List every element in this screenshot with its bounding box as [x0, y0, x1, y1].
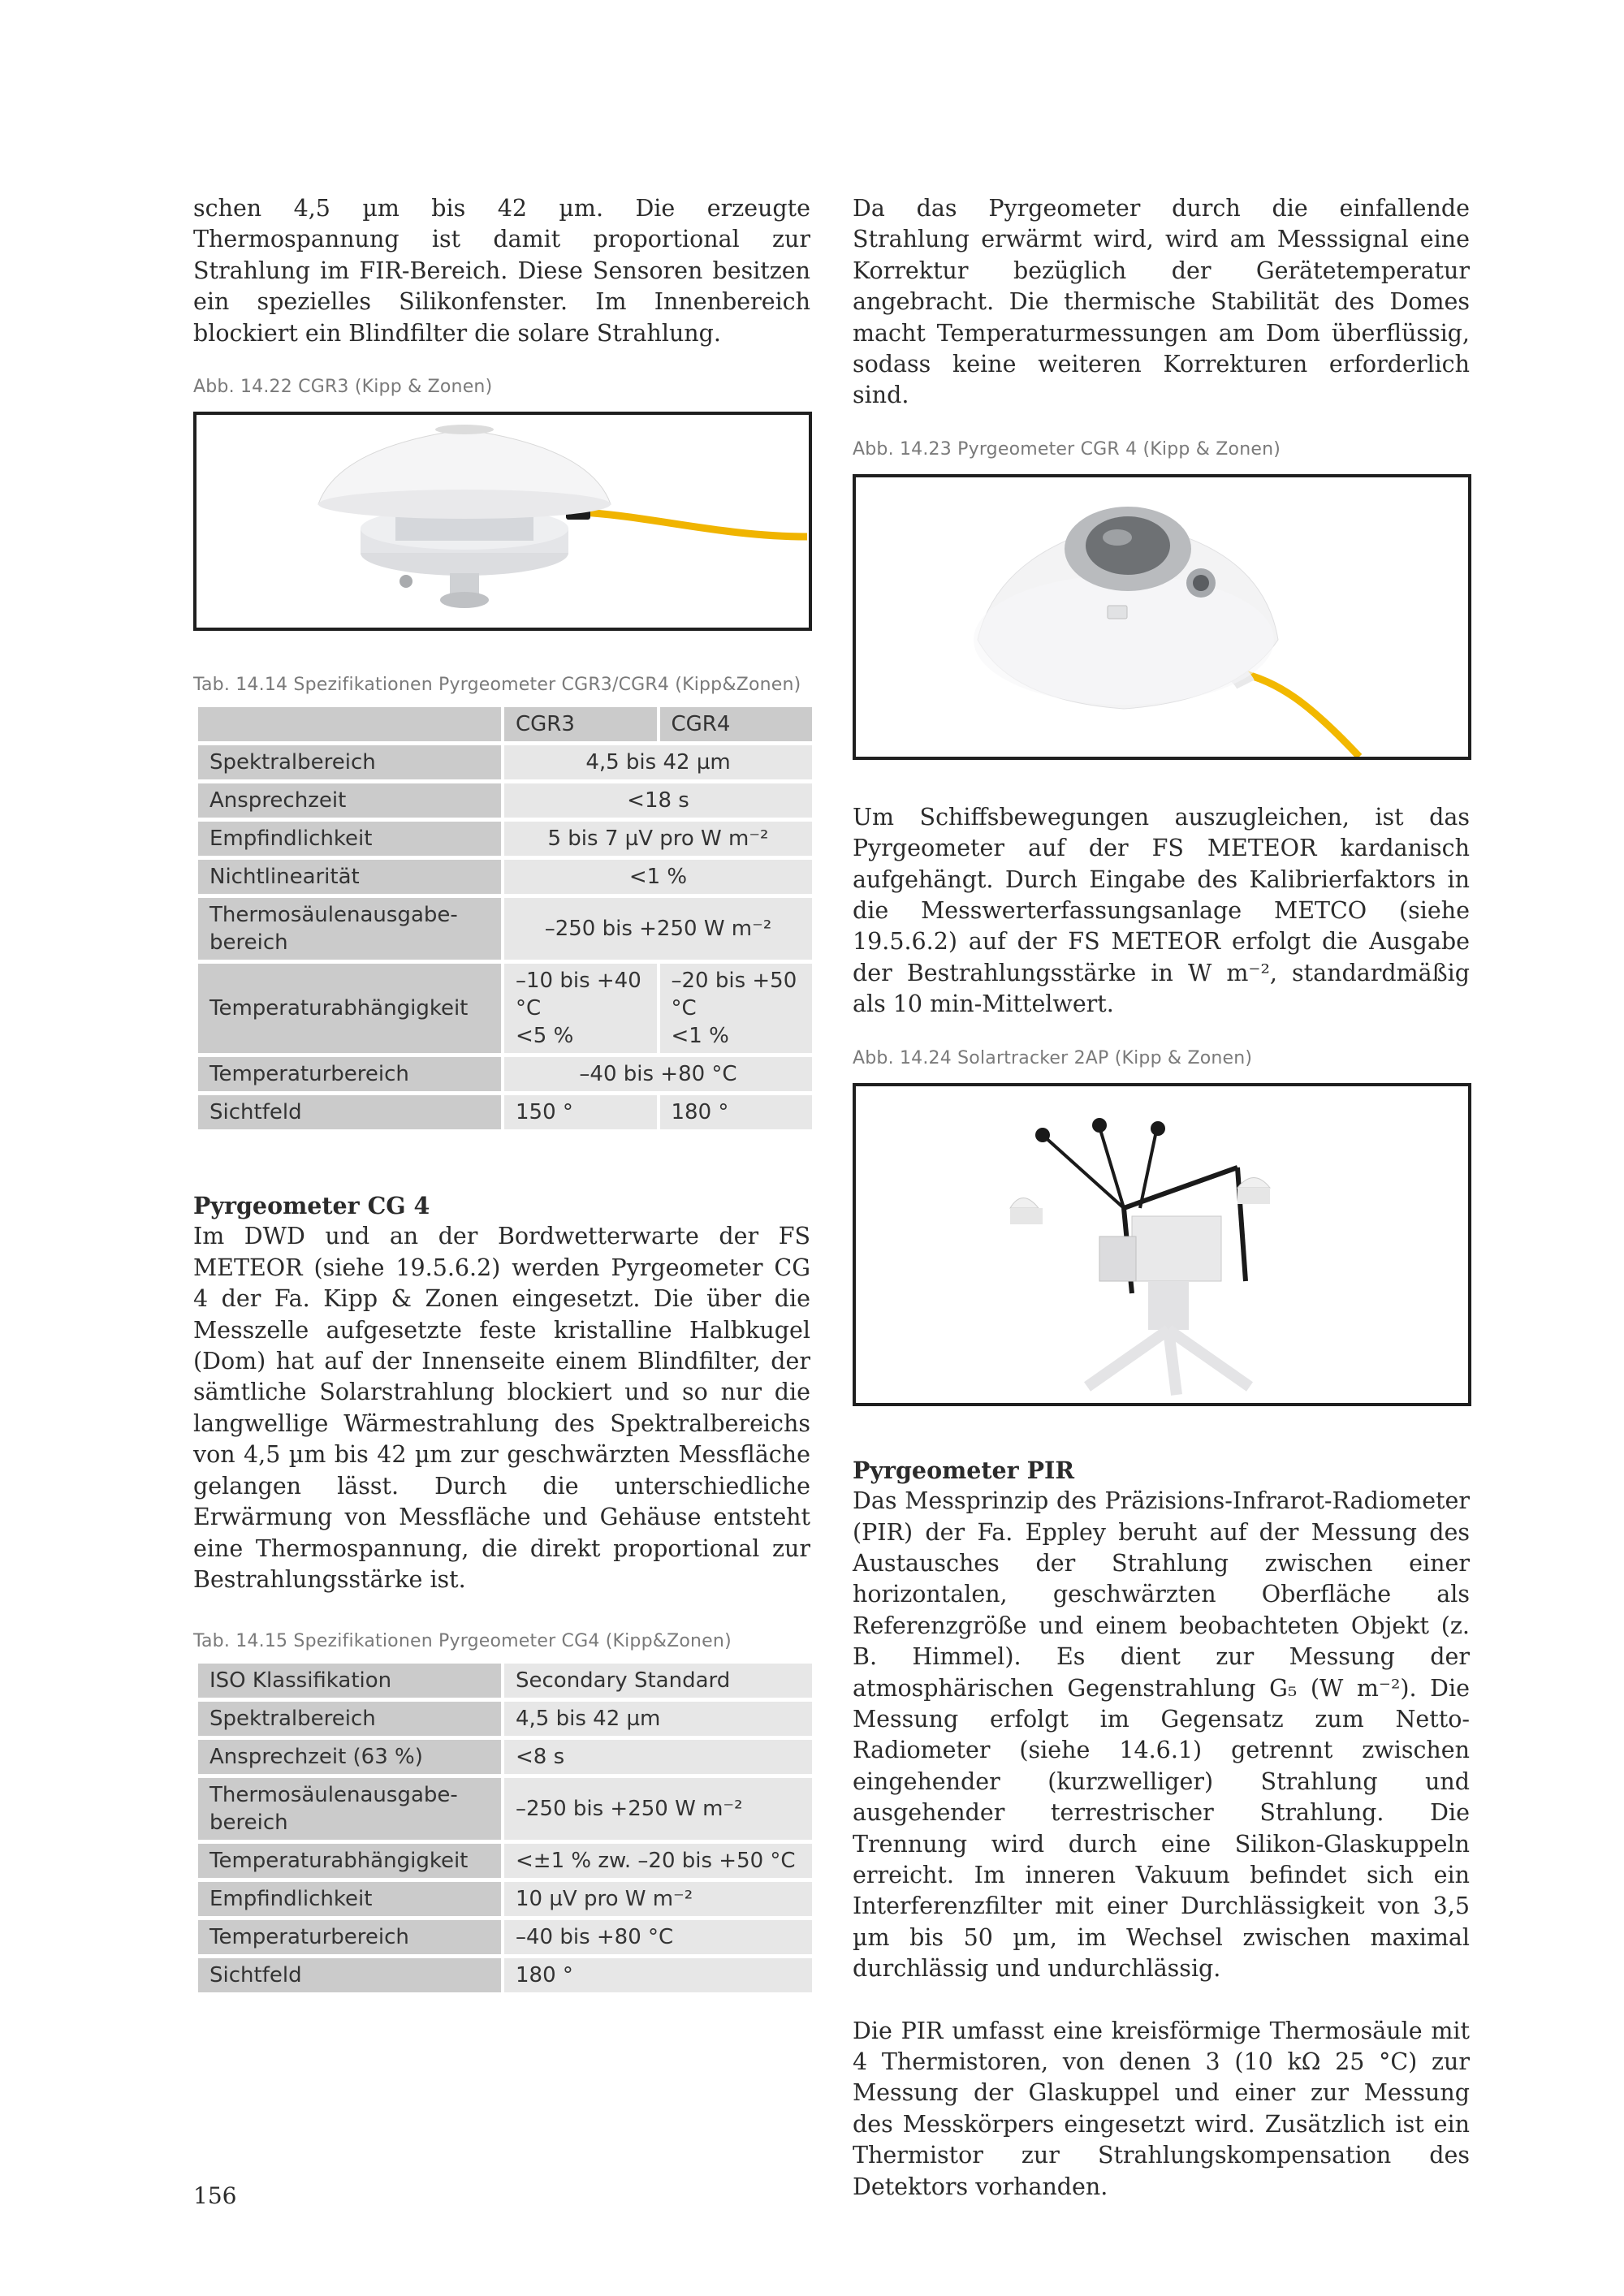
header-cgr3: CGR3 [501, 707, 657, 741]
row-value-cgr4 [657, 964, 813, 1053]
table-row [198, 1920, 812, 1954]
row-value-cgr4: 180 ° [657, 1095, 813, 1129]
row-label: Sichtfeld [198, 1958, 501, 1992]
row-label: ISO Klassifikation [198, 1664, 501, 1698]
header-cgr4: CGR4 [657, 707, 813, 741]
table-row [198, 1664, 812, 1698]
row-value: <1 % [501, 860, 812, 894]
row-value: 5 bis 7 µV pro W m⁻² [501, 822, 812, 856]
page-number: 156 [193, 2182, 237, 2209]
row-value: –250 bis +250 W m⁻² [501, 898, 812, 960]
row-value-cgr3: 150 ° [501, 1095, 657, 1129]
row-label: Temperaturbereich [198, 1057, 501, 1091]
row-label: Sichtfeld [198, 1095, 501, 1129]
table-caption-14-15: Tab. 14.15 Spezifikationen Pyrgeometer CG4 (Kipp&Zonen) [193, 1631, 732, 1652]
figure-caption-14-24: Abb. 14.24 Solartracker 2AP (Kipp & Zonen) [853, 1047, 1253, 1068]
cgr4-temp-dependency: <1 % [671, 1024, 729, 1049]
table-header-row [198, 707, 812, 741]
cg4-paragraph: Im DWD und an der Bordwetterwarte der FS METEOR (siehe 19.5.6.2) werden Pyrgeometer CG 4 der Fa. Kipp & Zonen eingesetzt. Die über die Messzelle aufgesetzte feste kristalline Halbkugel (Dom) hat auf der Innenseite einem Blindfilter, der sämtliche Solarstrahlung blockiert und so nur die langwellige Wärmestrahlung des Spektralbereichs von 4,5 µm bis 42 µm zur geschwärzten Messfläche gelangen lässt. Durch die unterschiedliche Erwärmung von Messfläche und Gehäuse entsteht eine Thermospannung, die direkt proportional zur Bestrahlungsstärke ist. [193, 1223, 810, 1593]
cgr3-pyrgeometer-image [197, 415, 809, 628]
row-value: –40 bis +80 °C [501, 1920, 812, 1954]
heading-pyrgeometer-cg4: Pyrgeometer CG 4 [193, 1192, 430, 1220]
solartracker-image [856, 1086, 1468, 1403]
pir-paragraph-1: Das Messprinzip des Präzisions-Infrarot-Radiometer (PIR) der Fa. Eppley beruht auf der Messung des Austausches der Strahlung zwischen einer horizontalen, geschwärzten Oberfläche als Referenzgröße und einem beobachteten Objekt (z. B. Himmel). Es dient zur Messung der atmosphärischen Gegenstrahlung G₅ (W m⁻²). Die Messung erfolgt im Gegensatz zum Netto-Radiometer (siehe 14.6.1) getrennt zwischen eingehender (kurzwelliger) Strahlung und ausgehender terrestrischer Strahlung. Die Trennung wird durch eine Silikon-Glaskuppeln erreicht. Im inneren Vakuum befindet sich ein Interferenzfilter mit einer Durchlässigkeit von 3,5 µm bis 50 µm, im Wechsel zwischen maximal durchlässig und undurchlässig. [853, 1487, 1470, 1983]
table-row [198, 898, 812, 960]
figure-caption-14-22: Abb. 14.22 CGR3 (Kipp & Zonen) [193, 377, 493, 398]
table-row [198, 1702, 812, 1736]
row-label: Temperaturabhängigkeit [198, 1844, 501, 1878]
row-label: Ansprechzeit [198, 783, 501, 818]
intro-paragraph-left: schen 4,5 µm bis 42 µm. Die erzeugte Thermospannung ist damit proportional zur Strahlung im FIR-Bereich. Diese Sensoren besitzen ein spezielles Silikonfenster. Im Innenbereich blockiert ein Blindfilter die solare Strahlung. [193, 195, 810, 347]
figure-caption-14-23: Abb. 14.23 Pyrgeometer CGR 4 (Kipp & Zonen) [853, 438, 1281, 460]
table-caption-14-14: Tab. 14.14 Spezifikationen Pyrgeometer CGR3/CGR4 (Kipp&Zonen) [193, 675, 801, 696]
row-value: <18 s [501, 783, 812, 818]
row-label: Spektralbereich [198, 745, 501, 779]
cgr4-pyrgeometer-image [856, 477, 1468, 757]
row-label: Temperaturbereich [198, 1920, 501, 1954]
table-row [198, 1844, 812, 1878]
row-value-cgr3 [501, 964, 657, 1053]
row-label: Ansprechzeit (63 %) [198, 1740, 501, 1774]
table-row [198, 964, 812, 1053]
row-value: –250 bis +250 W m⁻² [501, 1778, 812, 1840]
table-row [198, 1740, 812, 1774]
intro-paragraph-right: Da das Pyrgeometer durch die einfallende Strahlung erwärmt wird, wird am Messsignal eine Korrektur bezüglich der Gerätetemperatur angebracht. Die thermische Stabilität des Domes macht Temperaturmessungen am Dom überflüssig, sodass keine weiteren Korrekturen erforderlich sind. [853, 195, 1470, 409]
row-value: Secondary Standard [501, 1664, 812, 1698]
table-row [198, 1057, 812, 1091]
row-value: 10 µV pro W m⁻² [501, 1882, 812, 1916]
row-value: –40 bis +80 °C [501, 1057, 812, 1091]
ship-paragraph: Um Schiffsbewegungen auszugleichen, ist das Pyrgeometer auf der FS METEOR kardanisch aufgehängt. Durch Eingabe des Kalibrierfaktors in die Messwerterfassungsanlage METCO (siehe 19.5.6.2) auf der FS METEOR erfolgt die Ausgabe der Bestrahlungsstärke in W m⁻², standardmäßig als 10 min-Mittelwert. [853, 803, 1470, 1018]
table-row [198, 822, 812, 856]
cgr3-temp-range: –10 bis +40 °C [516, 969, 641, 1021]
table-row [198, 745, 812, 779]
table-row [198, 1882, 812, 1916]
row-label: Thermosäulenausgabebereich [198, 1778, 501, 1840]
row-label: Temperaturabhängigkeit [198, 964, 501, 1053]
table-row [198, 860, 812, 894]
table-row [198, 1095, 812, 1129]
row-value: 4,5 bis 42 µm [501, 745, 812, 779]
spec-table-cgr3-cgr4 [198, 703, 812, 1133]
figure-cgr3 [193, 412, 812, 631]
row-label: Spektralbereich [198, 1702, 501, 1736]
row-value: <8 s [501, 1740, 812, 1774]
left-column [193, 193, 810, 1996]
cgr3-temp-dependency: <5 % [516, 1024, 574, 1049]
row-value: <±1 % zw. –20 bis +50 °C [501, 1844, 812, 1878]
row-label: Nichtlinearität [198, 860, 501, 894]
row-label: Thermosäulenausgabebereich [198, 898, 501, 960]
table-row [198, 783, 812, 818]
cgr4-temp-range: –20 bis +50 °C [671, 969, 797, 1021]
right-column [853, 193, 1470, 2203]
figure-cgr4 [853, 474, 1471, 760]
row-value: 180 ° [501, 1958, 812, 1992]
heading-pyrgeometer-pir: Pyrgeometer PIR [853, 1456, 1075, 1484]
row-label: Empfindlichkeit [198, 822, 501, 856]
table-row [198, 1958, 812, 1992]
pir-paragraph-2: Die PIR umfasst eine kreisförmige Thermosäule mit 4 Thermistoren, von denen 3 (10 kΩ 25 °C) zur Messung der Glaskuppel und einer zur Messung des Messkörpers eingesetzt wird. Zusätzlich ist ein Thermistor zur Strahlungskompensation des Detektors vorhanden. [853, 2017, 1470, 2200]
table-row [198, 1778, 812, 1840]
spec-table-cg4 [198, 1659, 812, 1996]
figure-solartracker [853, 1083, 1471, 1406]
header-empty-cell [198, 707, 501, 741]
row-label: Empfindlichkeit [198, 1882, 501, 1916]
row-value: 4,5 bis 42 µm [501, 1702, 812, 1736]
